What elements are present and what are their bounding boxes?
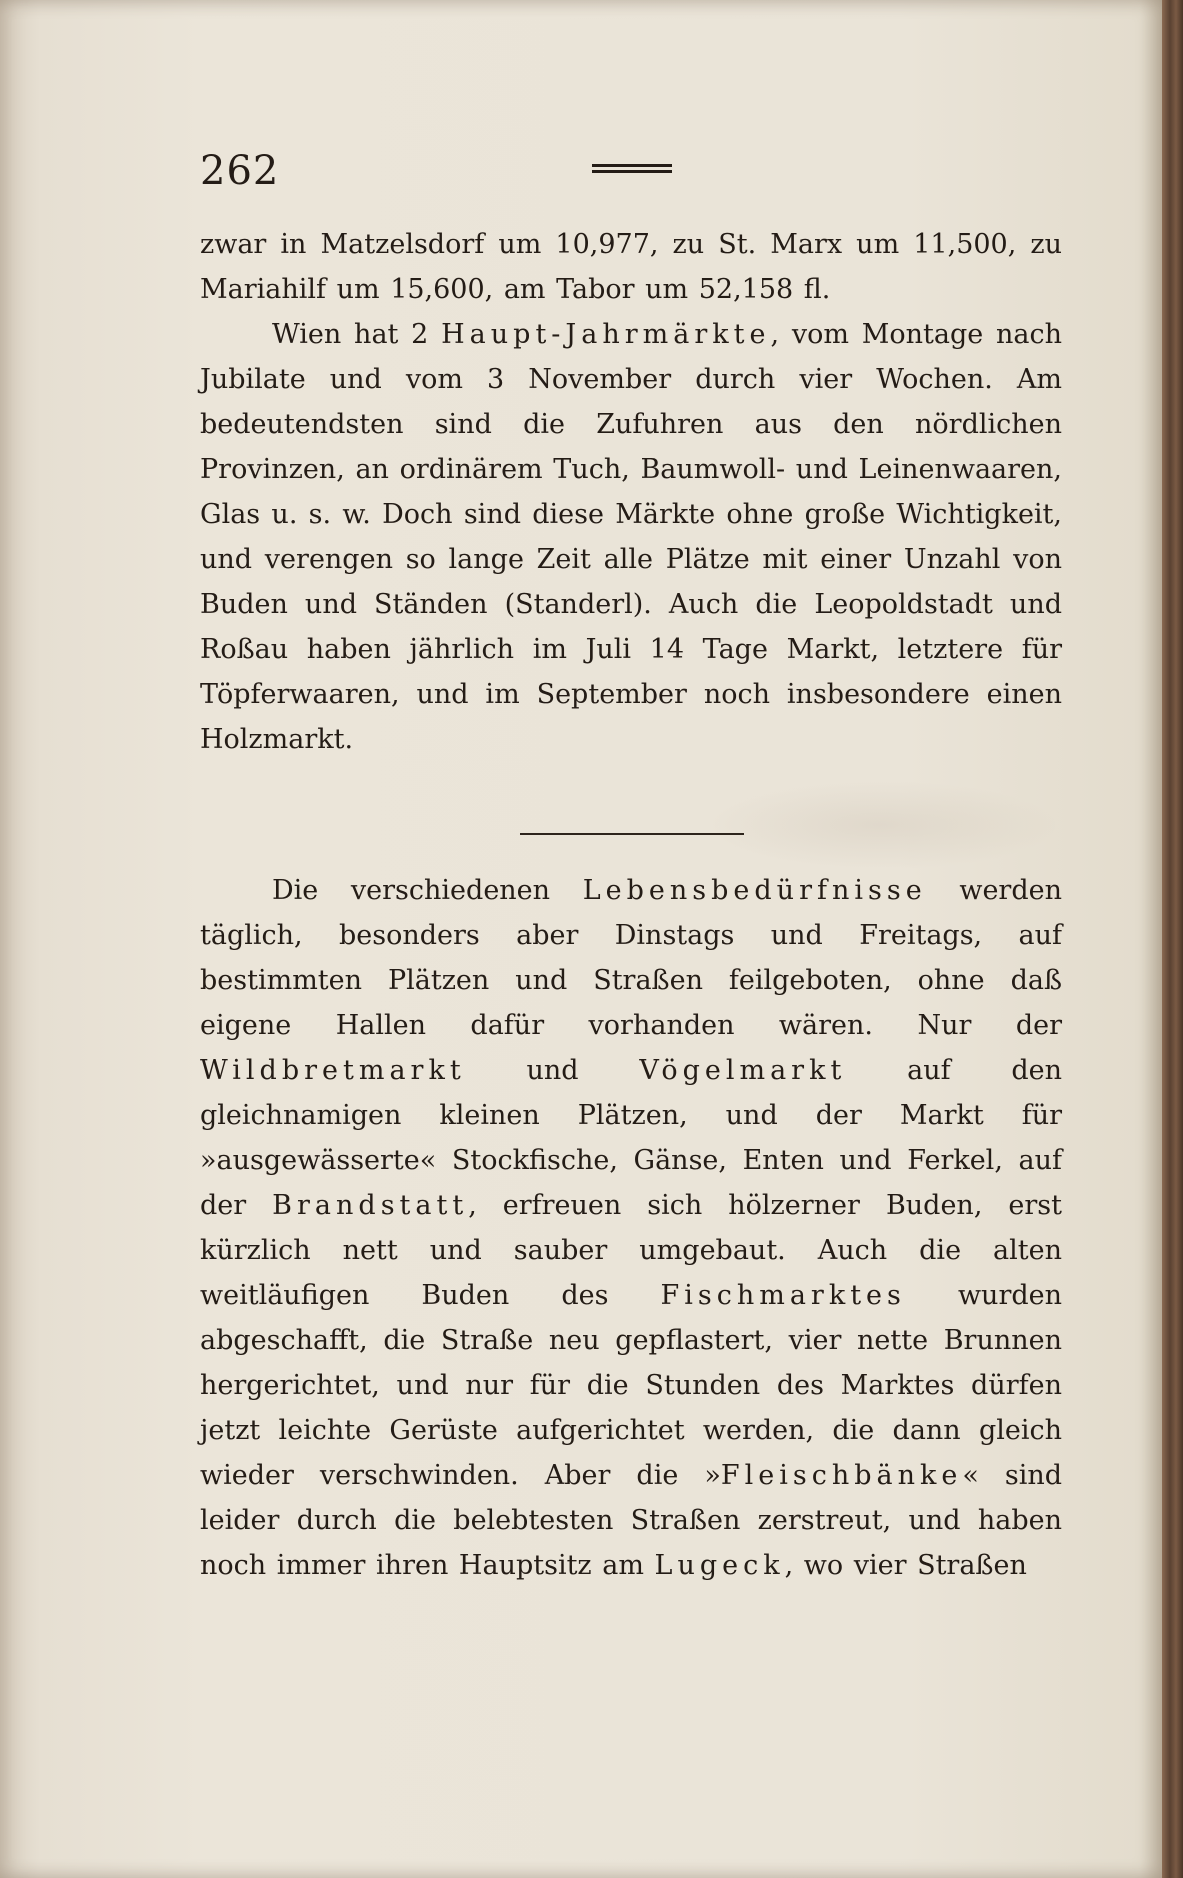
page-header: [200, 146, 1062, 196]
p3-segment-9: , erfreuen sich hölzerner Buden, erst kürzlich nett und sauber umgebaut. Auch die alten weitläufigen Buden des: [200, 1190, 1062, 1311]
p2-text-before: Wien hat 2: [272, 319, 442, 350]
bleed-through-smudge: [700, 780, 1060, 870]
paragraph-price-figures: zwar in Matzelsdorf um 10,977, zu St. Marx um 11,500, zu Mariahilf um 15,600, am Tabor um 52,158 fl.: [200, 229, 1062, 305]
spaced-term-haupt-jahrmaerkte: Haupt-Jahrmärkte: [441, 319, 771, 350]
paragraph-daily-markets: [200, 868, 1062, 1588]
page-number: 262: [200, 148, 280, 194]
p3-segment-3: werden täglich, besonders aber Dinstags und Freitags, auf bestimmten Plätzen und Straßen feilgeboten, ohne daß eigene Hallen dafür vorhanden wären. Nur der: [200, 875, 1062, 1041]
book-spine-edge: [1162, 0, 1183, 1878]
spaced-term-wildbretmarkt: Wildbretmarkt: [200, 1055, 466, 1086]
p2-text-after: , vom Montage nach Jubilate und vom 3 November durch vier Wochen. Am bedeutendsten sind die Zufuhren aus den nördlichen Provinzen, an ordinärem Tuch, Baumwoll- und Leinenwaaren, Glas u. s. w. Doch sind diese Märkte ohne große Wichtigkeit, und verengen so lange Zeit alle Plätze mit einer Unzahl von Buden und Ständen (Standerl). Auch die Leopoldstadt und Roßau haben jährlich im Juli 14 Tage Markt, letztere für Töpferwaaren, und im September noch insbesondere einen Holzmarkt.: [200, 319, 1062, 755]
spaced-term-lugeck: Lugeck: [654, 1550, 785, 1581]
spaced-term-voegelmarkt: Vögelmarkt: [639, 1055, 847, 1086]
spaced-term-lebensbeduerfnisse: Lebensbedürfnisse: [582, 875, 927, 906]
section-divider-rule: [520, 833, 744, 835]
p3-segment-13: « sind leider durch die belebtesten Straßen zerstreut, und haben noch immer ihren Hauptsitz am: [200, 1460, 1063, 1581]
spaced-term-fleischbaenke: Fleischbänke: [720, 1460, 963, 1491]
p3-segment-11: wurden abgeschafft, die Straße neu gepflastert, vier nette Brunnen hergerichtet, und nur für die Stunden des Marktes dürfen jetzt leichte Gerüste aufgerichtet werden, die dann gleich wieder verschwinden. Aber die »: [200, 1280, 1062, 1491]
header-double-rule: [592, 164, 672, 173]
spaced-term-fischmarktes: Fischmarktes: [660, 1280, 906, 1311]
p3-segment-5: und: [465, 1055, 640, 1086]
p3-segment-15: , wo vier Straßen: [784, 1550, 1027, 1581]
spaced-term-brandstatt: Brandstatt: [272, 1190, 469, 1221]
p3-segment-7: auf den gleichnamigen kleinen Plätzen, und der Markt für »ausgewässerte« Stockfische, Gänse, Enten und Ferkel, auf der: [200, 1055, 1063, 1221]
paragraph-annual-fairs: [200, 312, 1062, 762]
p3-segment-1: Die verschiedenen: [272, 875, 583, 906]
